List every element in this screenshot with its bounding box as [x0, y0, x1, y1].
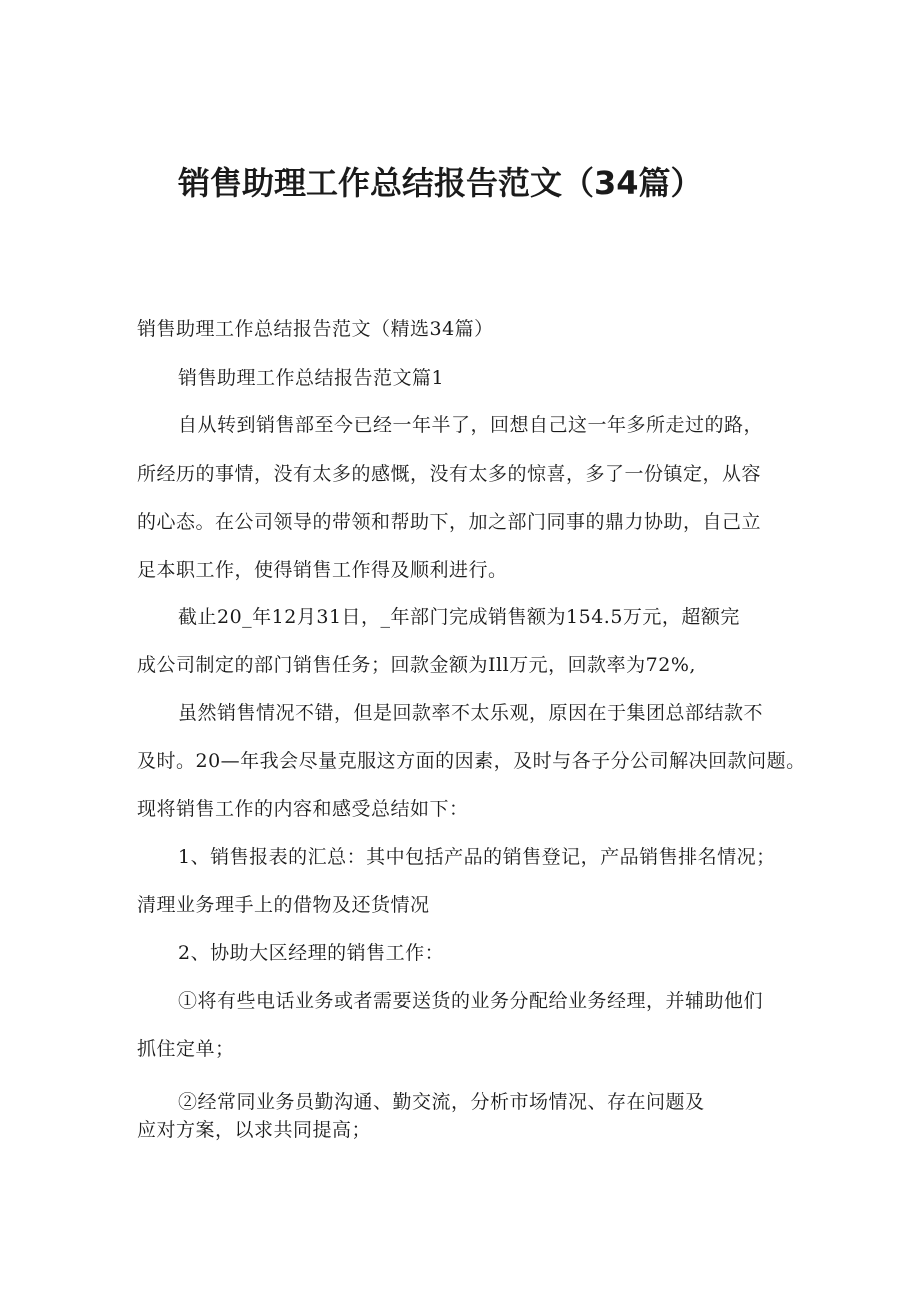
sub-item-line: ②经常同业务员勤沟通、勤交流，分析市场情况、存在问题及: [178, 1091, 705, 1113]
paragraph-line: 及时。20—年我会尽量克服这方面的因素，及时与各子分公司解决回款问题。: [137, 750, 806, 772]
paragraph-line: 成公司制定的部门销售任务；回款金额为Ill万元，回款率为72%,: [137, 654, 696, 676]
sub-item-line: ①将有些电话业务或者需要送货的业务分配给业务经理，并辅助他们: [178, 990, 764, 1012]
paragraph-line: 截止20_年12月31日，_年部门完成销售额为154.5万元，超额完: [178, 606, 740, 628]
section-heading: 销售助理工作总结报告范文篇1: [178, 367, 445, 389]
paragraph-line: 现将销售工作的内容和感受总结如下：: [137, 798, 469, 820]
sub-item-line: 应对方案，以求共同提高；: [137, 1119, 372, 1141]
paragraph-line: 的心态。在公司领导的带领和帮助下，加之部门同事的鼎力协助，自己立: [137, 511, 762, 533]
paragraph-line: 足本职工作，使得销售工作得及顺利进行。: [137, 559, 508, 581]
list-item-line: 1、销售报表的汇总：其中包括产品的销售登记，产品销售排名情况；: [178, 846, 776, 868]
paragraph-line: 虽然销售情况不错，但是回款率不太乐观，原因在于集团总部结款不: [178, 702, 764, 724]
document-title: 销售助理工作总结报告范文（34篇）: [178, 164, 703, 202]
sub-item-line: 抓住定单；: [137, 1038, 235, 1060]
document-subtitle: 销售助理工作总结报告范文（精选34篇）: [137, 318, 494, 340]
list-item-heading: 2、协助大区经理的销售工作：: [178, 942, 445, 964]
paragraph-line: 所经历的事情，没有太多的感慨，没有太多的惊喜，多了一份镇定，从容: [137, 463, 762, 485]
paragraph-line: 自从转到销售部至今已经一年半了，回想自己这一年多所走过的路，: [178, 414, 764, 436]
list-item-line: 清理业务理手上的借物及还货情况: [137, 894, 430, 916]
